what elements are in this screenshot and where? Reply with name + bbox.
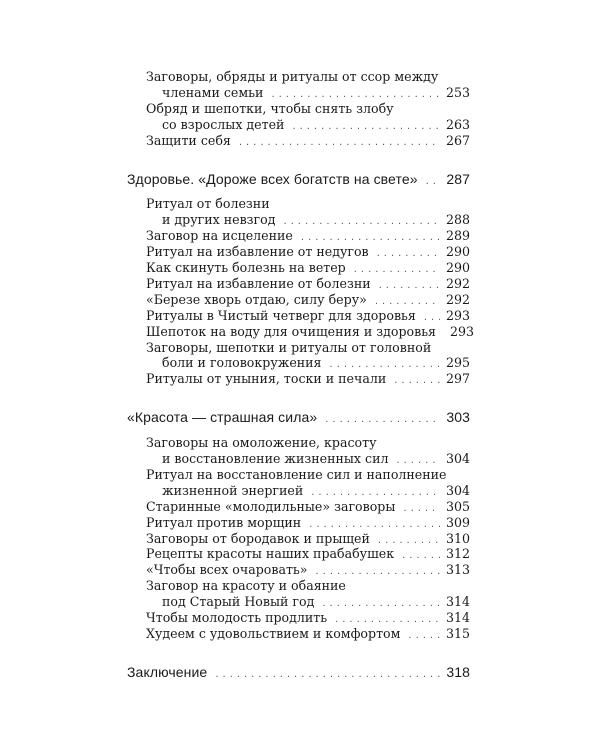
- toc-entry: [146, 339, 470, 356]
- section-title: Заключение: [127, 663, 208, 680]
- entry-text: Ритуал на избавление от недугов: [146, 244, 369, 260]
- toc-entry: [146, 609, 470, 626]
- toc-entry: [146, 514, 470, 531]
- toc-entry: [146, 530, 470, 547]
- entry-text: Ритуалы от уныния, тоски и печали: [146, 371, 387, 387]
- section-title: Здоровье. «Дороже всех богатств на свете»: [127, 170, 418, 187]
- toc-entry-continuation: [162, 211, 470, 228]
- page-number: 288: [445, 212, 470, 228]
- page-number: 292: [445, 291, 470, 307]
- entry-text: Ритуал на избавление от болезни: [146, 275, 371, 291]
- page-number: 267: [445, 132, 470, 148]
- dot-leader: [325, 409, 440, 428]
- dot-leader: [215, 664, 440, 683]
- toc-entry: [146, 545, 470, 562]
- toc-entry: [146, 498, 470, 515]
- toc-entry-continuation: [162, 450, 470, 467]
- toc-entry: [146, 132, 470, 149]
- page-number: 304: [445, 482, 470, 498]
- entry-text: Ритуалы в Чистый четверг для здоровья: [146, 307, 416, 323]
- page-number: 309: [445, 514, 470, 530]
- toc-entry: [146, 100, 470, 117]
- section-heading: [127, 409, 470, 426]
- entry-text: Рецепты красоты наших прабабушек: [146, 546, 395, 562]
- page-number: 292: [445, 275, 470, 291]
- page-number: 253: [445, 84, 470, 100]
- page-number: 295: [445, 355, 470, 371]
- dot-leader: [394, 370, 440, 389]
- page-number: 314: [445, 610, 470, 625]
- toc-entry: [146, 68, 470, 85]
- entry-text: под Старый Новый год: [162, 594, 315, 610]
- entry-text: жизненной энергией: [162, 482, 304, 498]
- entry-text: Защити себя: [146, 132, 231, 148]
- toc-entry: [146, 275, 470, 292]
- page-number: 303: [446, 409, 470, 426]
- toc-entry: [146, 577, 470, 594]
- entry-text: Заговоры, шепотки и ритуалы от головной: [146, 339, 432, 355]
- entry-text: Обряд и шепотки, чтобы снять злобу: [146, 100, 394, 116]
- page-number: 290: [445, 244, 470, 260]
- section-heading: [127, 664, 470, 681]
- page-number: 314: [445, 594, 470, 610]
- page-number: 263: [445, 116, 470, 132]
- entry-text: Худеем с удовольствием и комфортом: [146, 625, 401, 641]
- dot-leader: [426, 171, 441, 190]
- toc-entry: [146, 323, 475, 340]
- entry-text: боли и головокружения: [162, 355, 322, 371]
- toc-entry: [146, 307, 470, 324]
- toc-entry-continuation: [162, 116, 470, 133]
- section-heading: [127, 171, 470, 188]
- toc-entry: [146, 561, 470, 578]
- entry-text: «Чтобы всех очаровать»: [146, 562, 308, 578]
- page-number: 297: [445, 371, 470, 387]
- toc-entry: [146, 466, 470, 483]
- entry-text: и других невзгод: [162, 212, 276, 228]
- page-number: 310: [445, 530, 470, 546]
- toc-entry: [146, 259, 470, 276]
- dot-leader: [239, 132, 440, 151]
- page-number: 315: [445, 625, 470, 641]
- toc-entry-continuation: [162, 482, 470, 499]
- entry-text: Заговоры от бородавок и прыщей: [146, 530, 370, 546]
- page-number: 318: [446, 663, 470, 680]
- dot-leader: [408, 625, 440, 644]
- page-number: 313: [445, 562, 470, 578]
- entry-text: Ритуал против морщин: [146, 514, 302, 530]
- page-number: 304: [445, 451, 470, 466]
- toc-entry-continuation: [162, 354, 470, 371]
- entry-text: Заговоры на омоложение, красоту: [146, 435, 377, 451]
- entry-text: Старинные «молодильные» заговоры: [146, 498, 396, 514]
- page-number: 290: [445, 260, 470, 275]
- entry-text: Чтобы молодость продлить: [146, 610, 328, 625]
- entry-text: членами семьи: [162, 84, 264, 100]
- entry-text: «Березе хворь отдаю, силу беру»: [146, 291, 367, 307]
- entry-text: Заговоры, обряды и ритуалы от ссор между: [146, 69, 439, 84]
- entry-text: Шепоток на воду для очищения и здоровья: [146, 323, 437, 339]
- page-number: 312: [445, 546, 470, 562]
- page-number: 287: [446, 170, 470, 187]
- entry-text: Как скинуть болезнь на ветер: [146, 260, 346, 275]
- toc-entry-continuation: [162, 84, 470, 101]
- entry-text: Заговор на исцеление: [146, 228, 293, 244]
- page-number: 293: [445, 307, 470, 323]
- page-number: 293: [450, 323, 475, 339]
- toc-entry: [146, 434, 470, 451]
- toc-entry: [146, 195, 470, 212]
- toc-entry-continuation: [162, 593, 470, 610]
- entry-text: Ритуал от болезни: [146, 196, 270, 212]
- toc-entry: [146, 291, 470, 308]
- toc-entry: [146, 227, 470, 244]
- entry-text: и восстановление жизненных сил: [162, 451, 389, 466]
- toc-entry: [146, 625, 470, 642]
- page-number: 305: [445, 498, 470, 514]
- entry-text: со взрослых детей: [162, 116, 285, 132]
- page-number: 289: [445, 228, 470, 244]
- toc-entry: [146, 243, 470, 260]
- toc-entry: [146, 370, 470, 387]
- section-title: «Красота — страшная сила»: [127, 409, 318, 426]
- entry-text: Ритуал на восстановление сил и наполнение: [146, 466, 447, 482]
- entry-text: Заговор на красоту и обаяние: [146, 578, 346, 594]
